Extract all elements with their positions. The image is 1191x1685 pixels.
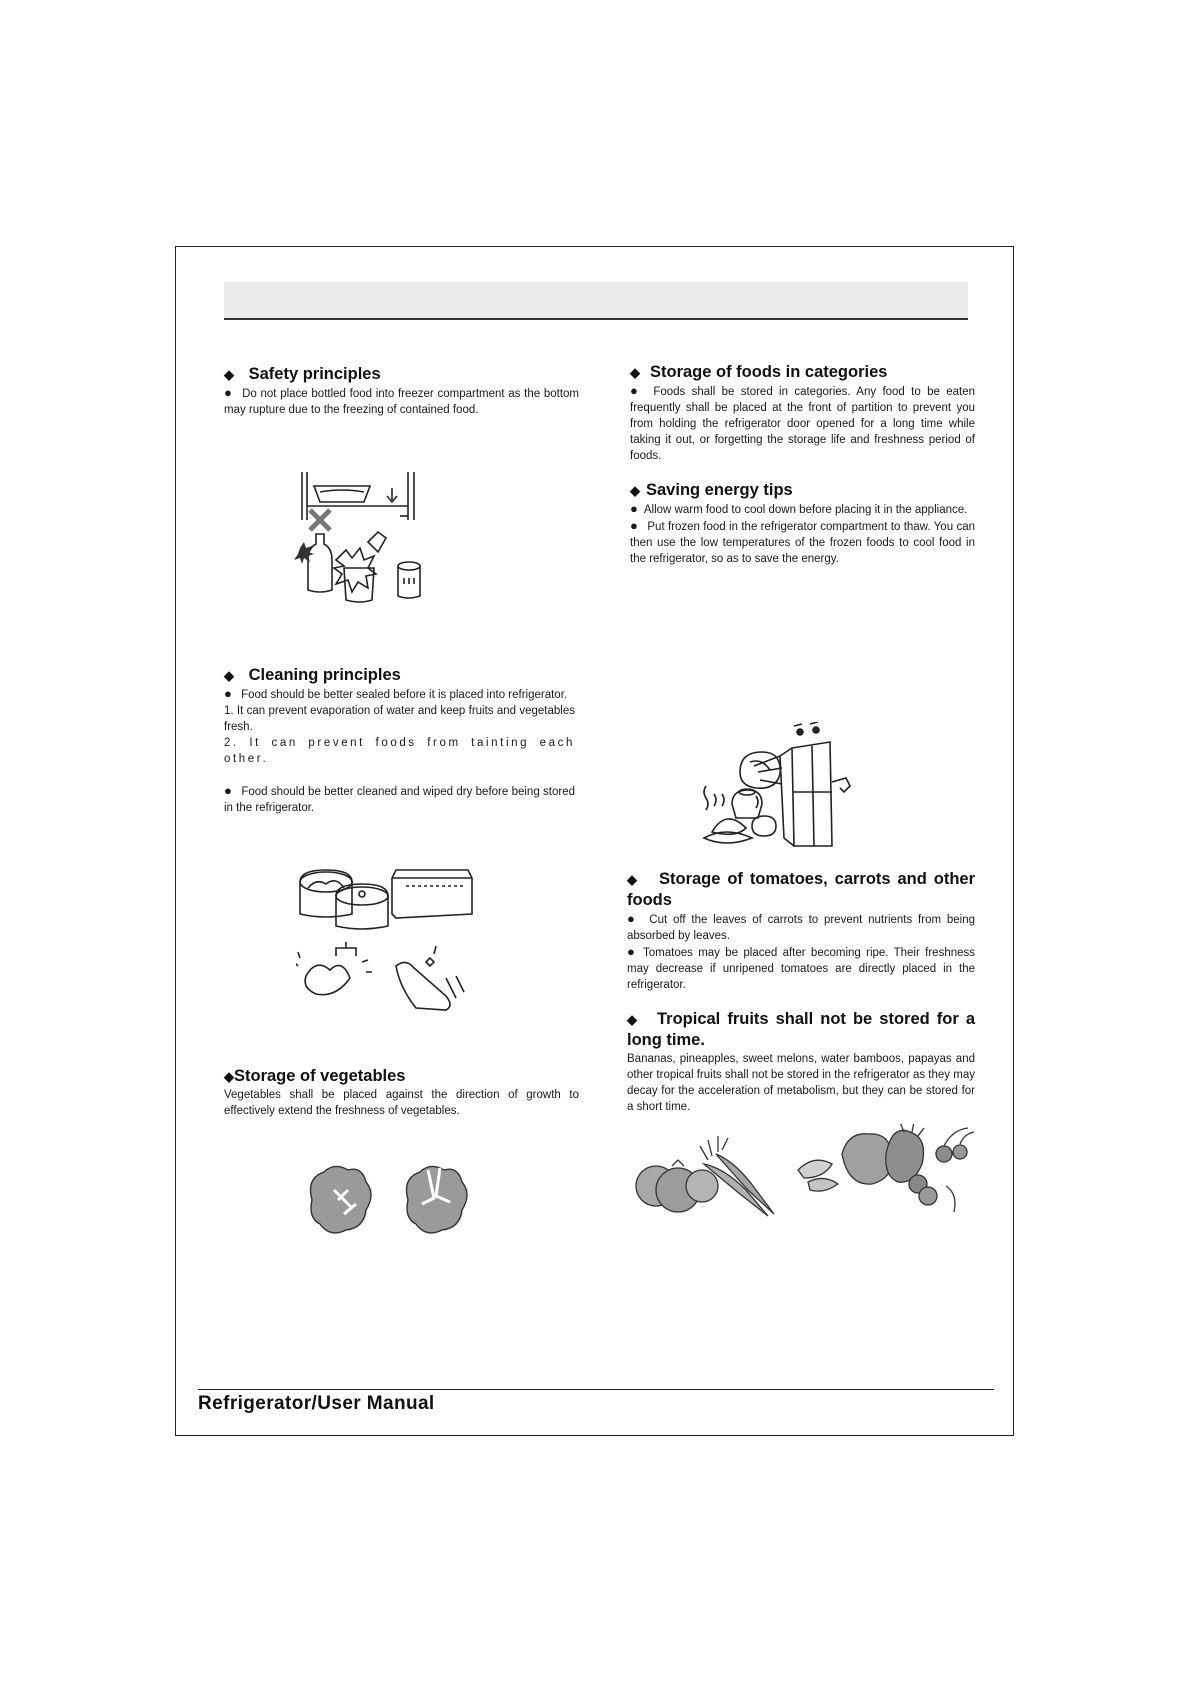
tropical-p1: Bananas, pineapples, sweet melons, water bamboos, papayas and other tropical fruits shall not be stored in the refrigerator as they may decay for the acceleration of metabolism, but they can be stored for a short time. xyxy=(627,1053,975,1113)
tropical-heading-text: Tropical fruits shall not be stored for a long time. xyxy=(627,1010,975,1049)
tropical-section xyxy=(627,1009,975,1115)
section-header-band xyxy=(224,282,968,320)
dot-bullet-icon: ● xyxy=(627,944,637,959)
tomatoes-section xyxy=(627,869,975,993)
diamond-bullet-icon: ◆ xyxy=(627,872,637,887)
diamond-bullet-icon: ◆ xyxy=(630,483,640,498)
cleaning-heading xyxy=(224,665,575,686)
categories-p1-text: Foods shall be stored in categories. Any food to be eaten frequently shall be placed at the front of partition to prevent you from holding the refrigerator door opened for a long time while taking it out, or forgetting the storage life and freshness period of foods. xyxy=(630,386,975,462)
safety-heading-text: Safety principles xyxy=(248,365,381,383)
vegetables-p1: Vegetables shall be placed against the direction of growth to effectively extend the freshness of vegetables. xyxy=(224,1089,579,1117)
safety-p1-text: Do not place bottled food into freezer compartment as the bottom may rupture due to the freezing of contained food. xyxy=(224,388,579,416)
safety-p1 xyxy=(224,385,579,418)
energy-p1 xyxy=(630,501,975,518)
dot-bullet-icon: ● xyxy=(630,383,641,398)
tomatoes-p1 xyxy=(627,911,975,944)
dot-bullet-icon: ● xyxy=(224,783,232,798)
footer-title: Refrigerator/User Manual xyxy=(198,1393,435,1414)
diamond-bullet-icon: ◆ xyxy=(224,1069,234,1084)
dot-bullet-icon: ● xyxy=(627,911,638,926)
vegetables-section xyxy=(224,1066,579,1119)
cleaning-p1-text: Food should be better sealed before it is placed into refrigerator. xyxy=(241,689,568,701)
energy-p2-text: Put frozen food in the refrigerator compartment to thaw. You can then use the low temperatures of the frozen foods to cool food in the refrigerator, so as to save the energy. xyxy=(630,521,975,565)
vegetables-heading xyxy=(224,1066,579,1087)
dot-bullet-icon: ● xyxy=(224,385,233,400)
categories-section xyxy=(630,362,975,464)
energy-p2 xyxy=(630,518,975,567)
cleaning-p4 xyxy=(224,783,575,816)
fridge-hot-food-illustration xyxy=(696,722,872,850)
cleaning-heading-text: Cleaning principles xyxy=(248,666,401,684)
dot-bullet-icon: ● xyxy=(224,686,232,701)
energy-heading xyxy=(630,480,975,501)
dot-bullet-icon: ● xyxy=(630,501,638,516)
diamond-bullet-icon: ◆ xyxy=(630,365,640,380)
diamond-bullet-icon: ◆ xyxy=(224,367,234,382)
safety-section xyxy=(224,364,579,418)
categories-p1 xyxy=(630,383,975,464)
cleaning-p1 xyxy=(224,686,575,703)
tomatoes-heading xyxy=(627,869,975,911)
categories-heading xyxy=(630,362,975,383)
diamond-bullet-icon: ◆ xyxy=(627,1012,637,1027)
dot-bullet-icon: ● xyxy=(630,518,639,533)
cleaning-p4-text: Food should be better cleaned and wiped dry before being stored in the refrigerator. xyxy=(224,786,575,814)
tropical-heading xyxy=(627,1009,975,1051)
cauliflower-illustration xyxy=(304,1160,474,1240)
tomatoes-heading-text: Storage of tomatoes, carrots and other foods xyxy=(627,870,975,909)
sealed-containers-illustration xyxy=(296,858,476,1028)
cleaning-p3: 2. It can prevent foods from tainting each other. xyxy=(224,737,575,765)
footer-rule xyxy=(198,1389,994,1390)
energy-section xyxy=(630,480,975,567)
tomatoes-p1-text: Cut off the leaves of carrots to prevent nutrients from being absorbed by leaves. xyxy=(627,914,975,942)
bottle-freezer-illustration xyxy=(280,468,440,618)
energy-heading-text: Saving energy tips xyxy=(646,481,793,499)
tomatoes-p2 xyxy=(627,944,975,993)
cleaning-p2: 1. It can prevent evaporation of water and keep fruits and vegetables fresh. xyxy=(224,705,575,733)
tomatoes-p2-text: Tomatoes may be placed after becoming ripe. Their freshness may decrease if unripened tomatoes are directly placed in the refrigerator. xyxy=(627,947,976,991)
fruits-vegetables-illustration xyxy=(628,1124,978,1220)
categories-heading-text: Storage of foods in categories xyxy=(650,363,888,381)
cleaning-section xyxy=(224,665,575,816)
vegetables-heading-text: Storage of vegetables xyxy=(234,1067,406,1085)
safety-heading xyxy=(224,364,579,385)
diamond-bullet-icon: ◆ xyxy=(224,668,234,683)
energy-p1-text: Allow warm food to cool down before placing it in the appliance. xyxy=(643,504,968,516)
